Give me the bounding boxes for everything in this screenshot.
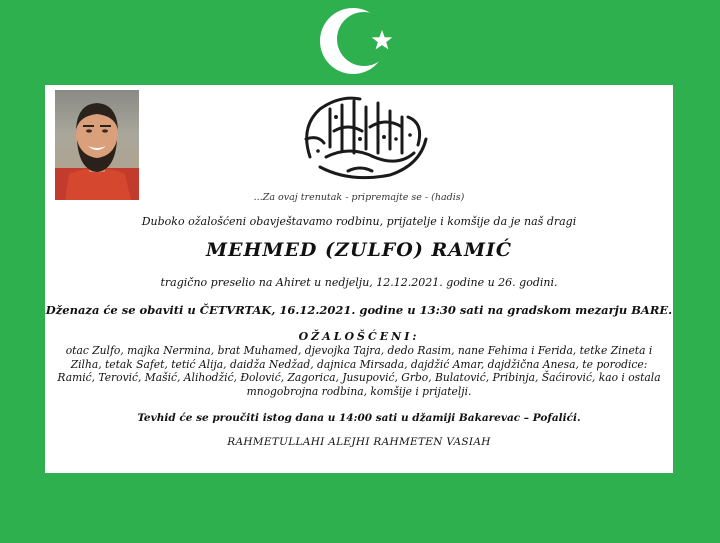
crescent-and-star-icon xyxy=(318,6,398,78)
obituary-card xyxy=(45,85,673,473)
mourners-heading: OŽALOŠĆENI: xyxy=(298,330,420,343)
tevhid-info: Tevhid će se proučiti istog dana u 14:00 sati u džamiji Bakarevac – Pofalići. xyxy=(137,412,581,424)
deceased-name: MEHMED (ZULFO) RAMIĆ xyxy=(205,239,513,261)
arabic-calligraphy-emblem xyxy=(290,87,436,191)
mourners-list: otac Zulfo, majka Nermina, brat Muhamed, djevojka Tajra, dedo Rasim, nane Fehima i Ferida, tetke Zineta i Zilha, tetak Safet, tetić Alija, daidža Nedžad, dajnica Mirsada, dajdžić Amar, dajdžična Anesa, te porodice: Ramić, Terović, Mašić, Alihodžić, Đolović, Zagorica, Jusupović, Grbo, Bulatović, Pribinja, Šaćirović, kao i ostala mnogobrojna rodbina, komšije i prijatelji. xyxy=(57,344,661,398)
death-notice: tragično preselio na Ahiret u nedjelju, 12.12.2021. godine u 26. godini. xyxy=(160,276,558,289)
funeral-info: Dženaza će se obaviti u ČETVRTAK, 16.12.2021. godine u 13:30 sati na gradskom mezarju BARE. xyxy=(45,303,673,317)
hadith-quote: ...Za ovaj trenutak - pripremajte se - (hadis) xyxy=(253,192,465,203)
closing-prayer: RAHMETULLAHI ALEJHI RAHMETEN VASIAH xyxy=(227,436,491,448)
intro-text: Duboko ožalošćeni obavještavamo rodbinu, prijatelje i komšije da je naš dragi xyxy=(141,215,577,228)
portrait-photo xyxy=(55,90,139,200)
